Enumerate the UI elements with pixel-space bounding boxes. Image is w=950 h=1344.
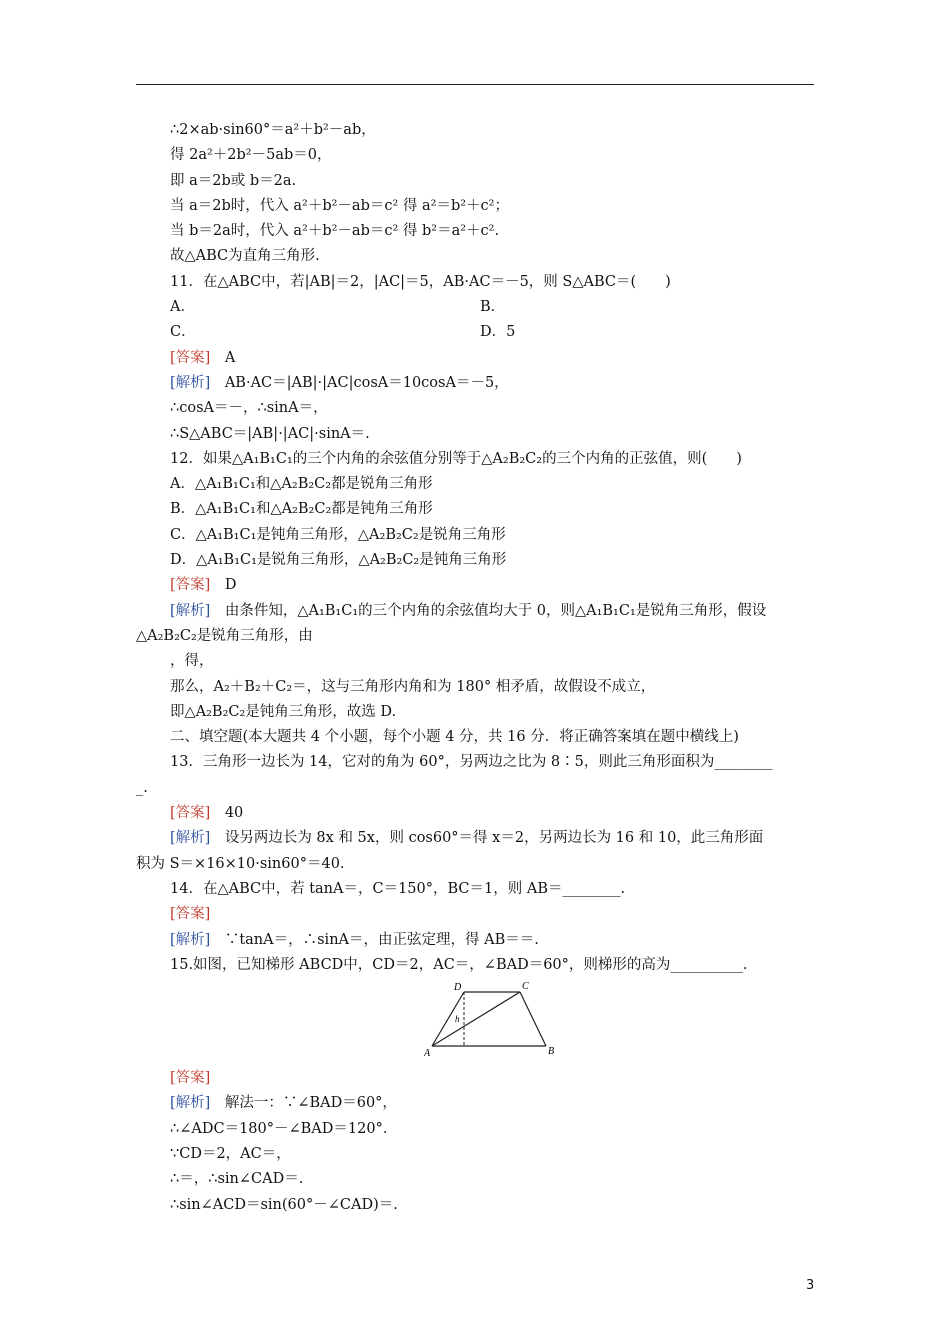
line-text: ∴＝，∴sin∠CAD＝. [170,1171,304,1188]
text-line [136,1167,816,1192]
text-line [136,523,816,548]
explain-tag: [解析] [170,830,211,847]
line-text: 二、填空题(本大题共 4 个小题，每个小题 4 分，共 16 分．将正确答案填在题中横线上) [170,729,739,746]
line-text: 12．如果△A₁B₁C₁的三个内角的余弦值分别等于△A₂B₂C₂的三个内角的正弦值，则( ) [170,450,742,467]
explain-tag: [解析] [170,602,211,619]
text-line [136,1193,816,1218]
option-b: B． [480,299,506,316]
label-d: D [454,982,462,994]
answer-tag: [答案] [170,349,211,366]
explain-text: ∵tanA＝，∴sinA＝，由正弦定理，得 AB＝＝. [210,931,539,948]
trapezoid-diagram [424,980,564,1058]
q12-answer [136,573,816,598]
line-text: D．△A₁B₁C₁是锐角三角形，△A₂B₂C₂是钝角三角形 [170,552,507,569]
answer-tag: [答案] [170,577,211,594]
q13-explanation-cont: 积为 S＝×16×10·sin60°＝40. [136,855,345,872]
label-a: A [424,1048,431,1059]
line-text: 当 a＝2b时，代入 a²＋b²－ab＝c² 得 a²＝b²＋c²； [170,197,509,214]
q11-answer [136,346,816,371]
q14-answer [136,902,816,927]
label-c: C [522,981,529,993]
line-text: 13．三角形一边长为 14，它对的角为 60°，另两边之比为 8∶5，则此三角形面积为________ [170,754,773,771]
line-text: 得 2a²＋2b²－5ab＝0， [170,147,332,164]
line-text: 那么，A₂＋B₂＋C₂＝，这与三角形内角和为 180° 相矛盾，故假设不成立， [170,678,656,695]
line-text: 当 b＝2a时，代入 a²＋b²－ab＝c² 得 b²＝a²＋c². [170,223,500,240]
text-line [136,143,816,168]
q11-explanation [136,371,816,573]
line-text: ∴sin∠ACD＝sin(60°－∠CAD)＝. [170,1196,398,1213]
explain-tag: [解析] [170,374,211,391]
text-line [136,776,816,801]
text-line [136,219,816,244]
answer-tag: [答案] [170,906,211,923]
line-text: 11．在△ABC中，若|AB|＝2，|AC|＝5，AB·AC＝－5，则 S△ABC＝( ) [170,273,671,290]
solution-lines-mid [136,649,816,801]
line-text: C．△A₁B₁C₁是钝角三角形，△A₂B₂C₂是锐角三角形 [170,526,506,543]
text-line [136,750,816,775]
line-text: AB·AC＝|AB|·|AC|cosA＝10cosA＝－5， [210,374,509,391]
text-line [136,548,816,573]
option-c: C． [170,324,196,341]
text-line [136,422,816,447]
answer-text: A [210,349,236,366]
text-line [136,472,816,497]
line-text: 即 a＝2b或 b＝2a. [170,172,297,189]
solution-lines-end [136,1117,816,1218]
text-line [136,371,816,396]
line-text: A．△A₁B₁C₁和△A₂B₂C₂都是锐角三角形 [170,476,433,493]
line-text: 故△ABC为直角三角形. [170,248,320,265]
explain-text: 解法一：∵∠BAD＝60°， [210,1095,397,1112]
answer-tag: [答案] [170,805,211,822]
line-text: ，得， [170,653,214,670]
q15-explanation [136,1091,816,1116]
q15-answer [136,1066,816,1091]
line-text: B．△A₁B₁C₁和△A₂B₂C₂都是钝角三角形 [170,501,433,518]
explain-text: 设另两边长为 8x 和 5x，则 cos60°＝得 x＝2，另两边长为 16 和 10，此三角形面 [210,830,764,847]
q11-options-row2 [136,320,816,345]
q14-explanation [136,928,816,953]
text-line [136,270,816,295]
q13-answer [136,801,816,826]
q14-question: 14．在△ABC中，若 tanA＝，C＝150°，BC＝1，则 AB＝________. [170,880,626,897]
text-line [136,244,816,269]
text-line [136,700,816,725]
q15-question: 15.如图，已知梯形 ABCD中，CD＝2，AC＝，∠BAD＝60°，则梯形的高为__________. [170,956,748,973]
text-line [136,725,816,750]
line-text: ∵CD＝2，AC＝， [170,1145,291,1162]
diagonal-ac [432,992,520,1046]
q12-explanation-cont: △A₂B₂C₂是锐角三角形，由 [136,627,313,644]
q12-explanation [136,599,816,624]
line-text: ∴∠ADC＝180°－∠BAD＝120°． [170,1120,398,1137]
option-a: A． [170,299,195,316]
text-line [136,194,816,219]
q13-explanation [136,826,816,851]
side-cb [520,992,546,1046]
line-text: _. [136,779,148,796]
text-line [136,675,816,700]
text-line [136,118,816,143]
text-line [136,497,816,522]
explain-text: 由条件知，△A₁B₁C₁的三个内角的余弦值均大于 0，则△A₁B₁C₁是锐角三角形，假设 [210,602,767,619]
text-line [136,1117,816,1142]
solution-lines-top [136,118,816,295]
line-text: 即△A₂B₂C₂是钝角三角形，故选 D. [170,703,397,720]
text-line [136,169,816,194]
label-h: h [455,1014,460,1025]
explain-tag: [解析] [170,1095,211,1112]
q11-options-row1 [136,295,816,320]
answer-tag: [答案] [170,1070,211,1087]
header-rule [136,84,814,85]
explain-tag: [解析] [170,931,211,948]
answer-text: 40 [210,805,244,822]
page-number: 3 [806,1278,815,1293]
line-text: ∴S△ABC＝|AB|·|AC|·sinA＝. [170,425,370,442]
text-line [136,396,816,421]
line-text: ∴cosA＝－，∴sinA＝， [170,400,328,417]
page-body [136,118,816,1218]
text-line [136,1142,816,1167]
text-line [136,447,816,472]
answer-text: D [210,577,237,594]
text-line [136,649,816,674]
line-text: ∴2×ab·sin60°＝a²＋b²－ab， [170,122,376,138]
label-b: B [548,1046,555,1058]
option-d: D．5 [480,324,516,341]
trapezoid-figure [136,980,816,1060]
